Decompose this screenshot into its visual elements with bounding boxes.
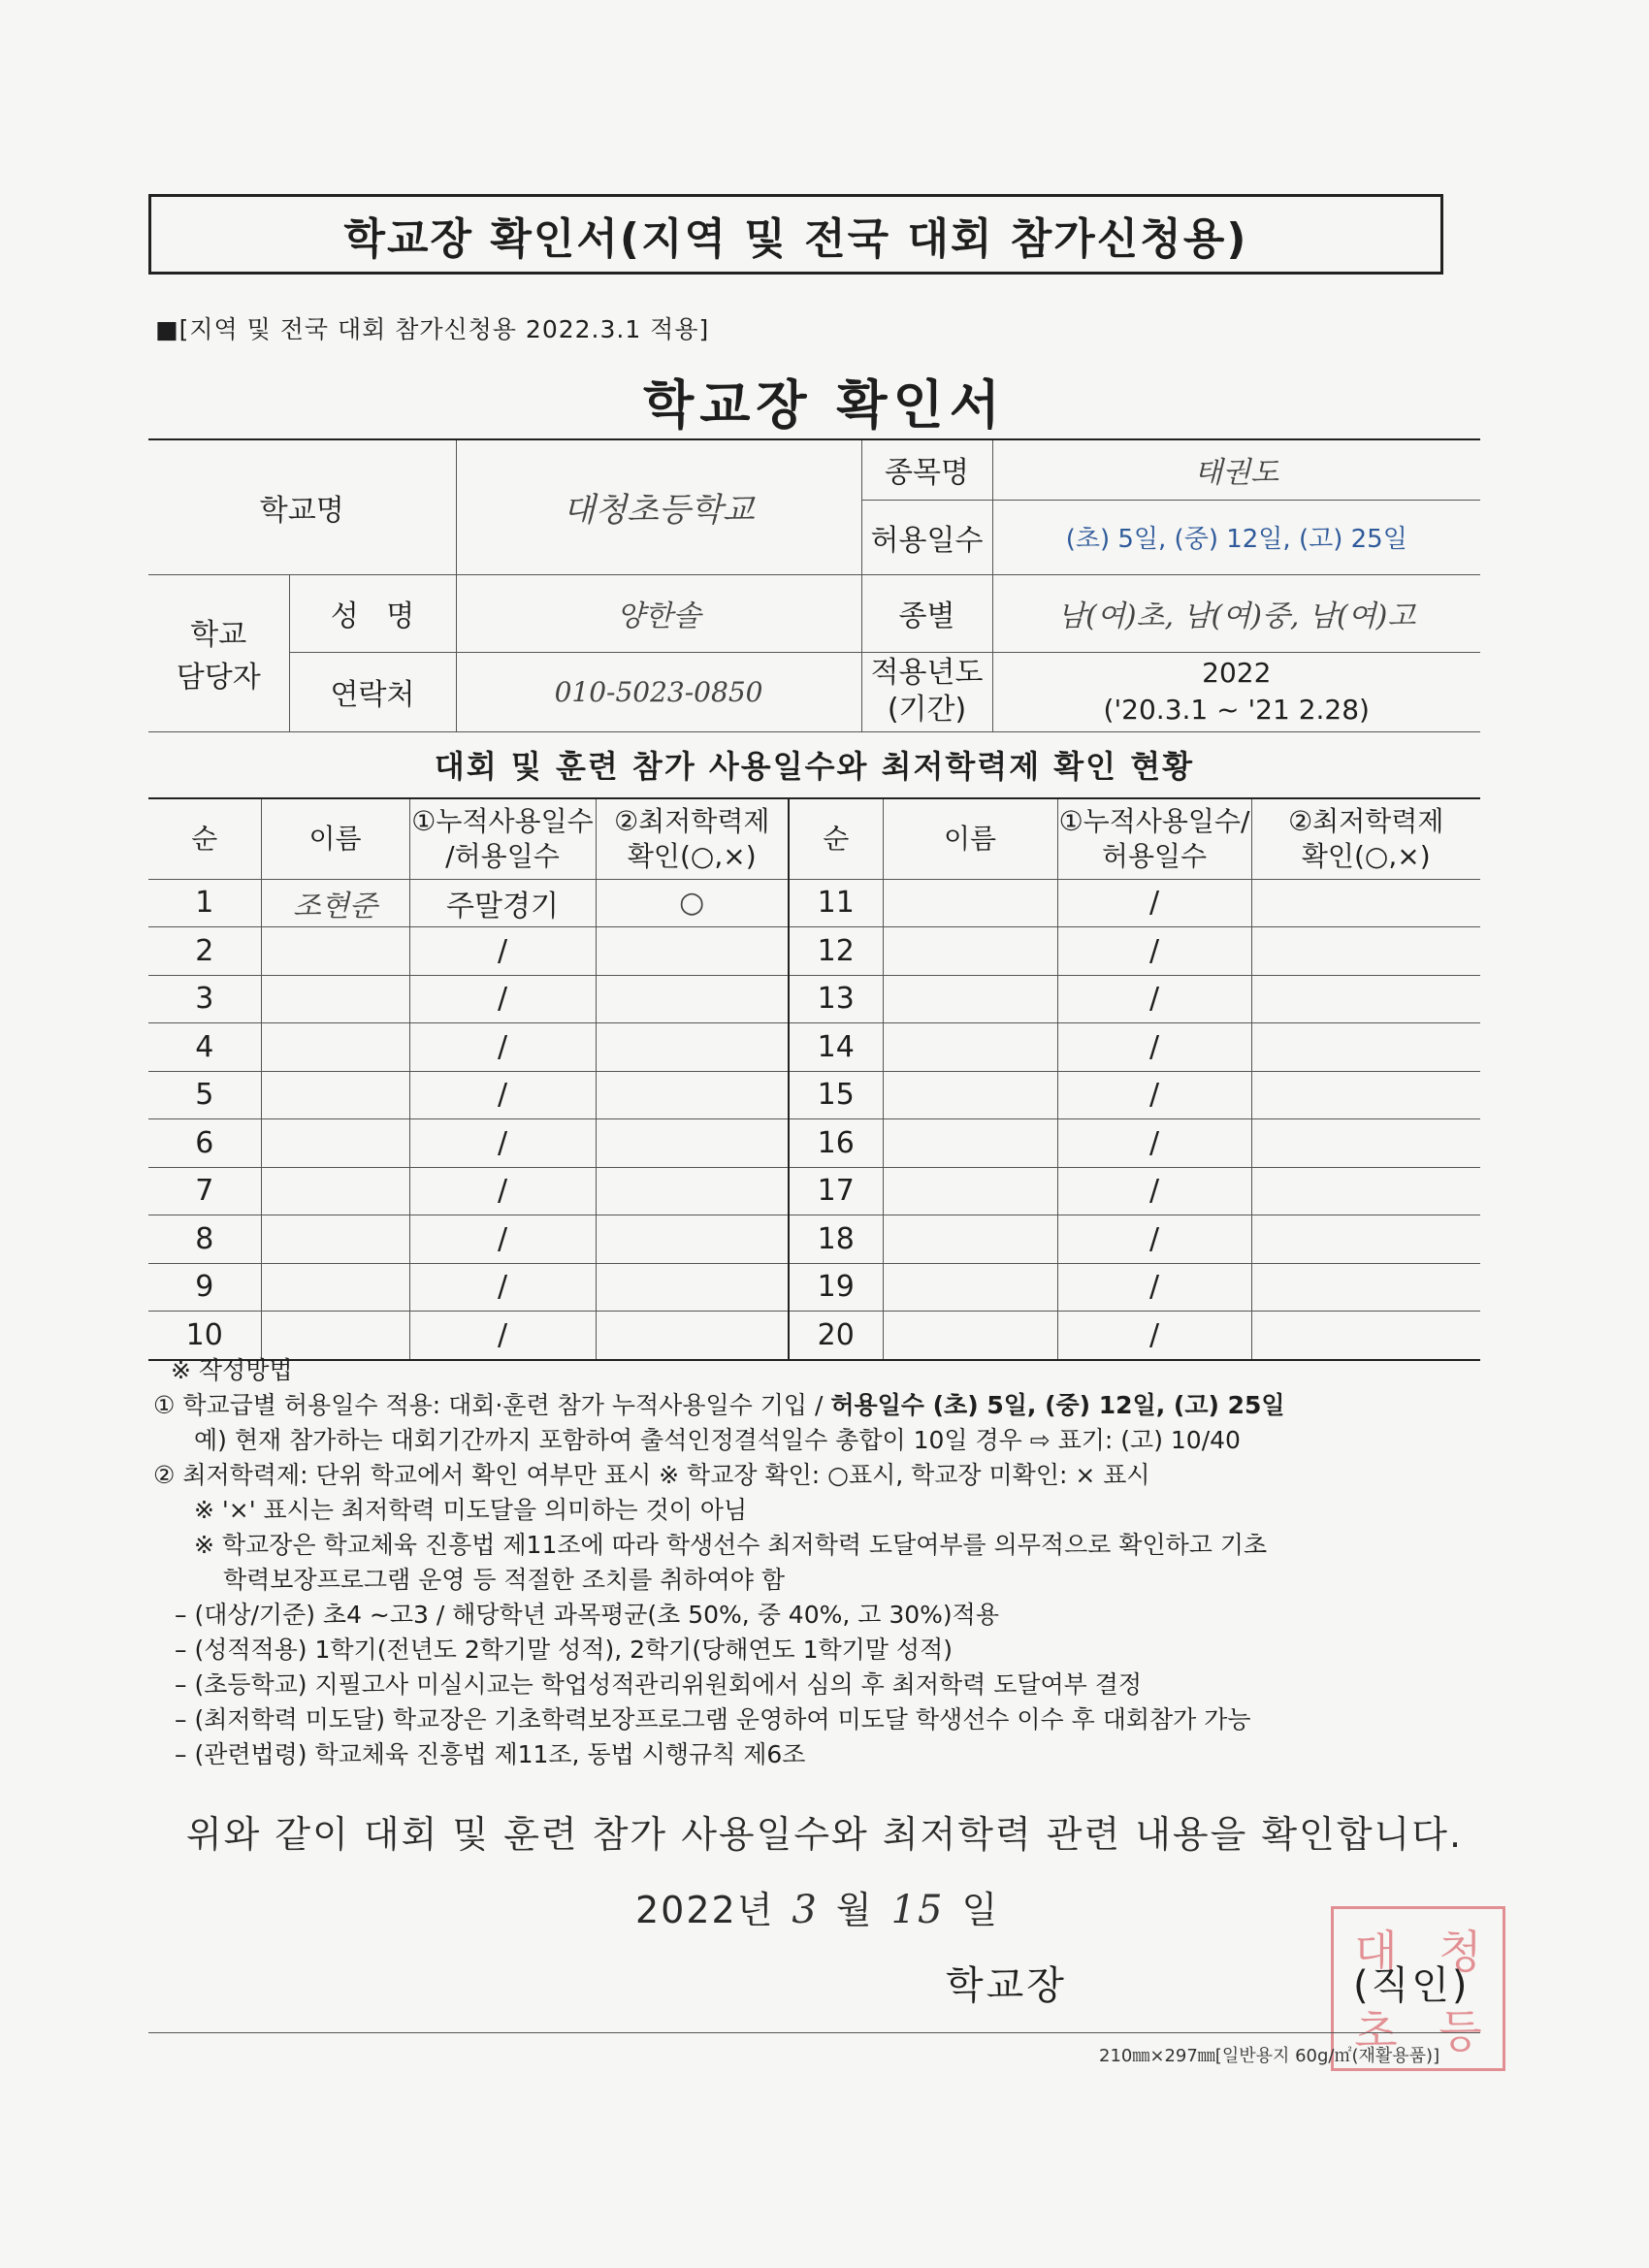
footer-divider xyxy=(148,2032,1480,2033)
row-days: 주말경기 xyxy=(409,879,596,927)
year-label: 적용년도 (기간) xyxy=(861,652,992,731)
row-name xyxy=(261,1119,409,1168)
table-row xyxy=(148,1023,1480,1072)
detail-5: – (관련법령) 학교체육 진흥법 제11조, 동법 시행규칙 제6조 xyxy=(175,1740,806,1768)
row-check xyxy=(1251,1312,1480,1360)
name-value: 양한솔 xyxy=(456,574,861,652)
row-check xyxy=(596,927,789,976)
row-name xyxy=(261,1023,409,1072)
table-row xyxy=(148,1263,1480,1312)
row-days: / xyxy=(409,975,596,1023)
roster-heading: 대회 및 훈련 참가 사용일수와 최저학력제 확인 현황 xyxy=(434,748,1195,785)
row-no: 16 xyxy=(789,1119,883,1168)
name-label: 성 명 xyxy=(289,574,456,652)
detail-3: – (초등학교) 지필고사 미실시교는 학업성적관리위원회에서 심의 후 최저학력 도달여부 결정 xyxy=(175,1670,1143,1699)
row-no: 7 xyxy=(148,1167,261,1215)
row-name xyxy=(883,1071,1057,1119)
row-name xyxy=(261,1215,409,1264)
row-check xyxy=(596,975,789,1023)
row-check xyxy=(596,1071,789,1119)
row-check xyxy=(596,1119,789,1168)
row-no: 2 xyxy=(148,927,261,976)
row-name xyxy=(261,975,409,1023)
main-title: 학교장 확인서 xyxy=(643,374,1006,436)
row-name xyxy=(883,1167,1057,1215)
row-days: / xyxy=(409,1167,596,1215)
table-row xyxy=(148,1215,1480,1264)
header-name-right: 이름 xyxy=(883,798,1057,879)
header-no: 순 xyxy=(148,798,261,879)
table-row xyxy=(148,1167,1480,1215)
row-days: / xyxy=(1057,1071,1251,1119)
row-name xyxy=(883,1263,1057,1312)
table-row xyxy=(148,1119,1480,1168)
row-name xyxy=(883,975,1057,1023)
allowed-days-value: (초) 5일, (중) 12일, (고) 25일 xyxy=(992,500,1480,574)
row-no: 11 xyxy=(789,879,883,927)
table-row xyxy=(148,1312,1480,1360)
detail-1: – (대상/기준) 초4 ~고3 / 해당학년 과목평균(초 50%, 중 40%, 고 30%)적용 xyxy=(175,1601,999,1629)
row-no: 18 xyxy=(789,1215,883,1264)
row-name xyxy=(261,1167,409,1215)
row-days: / xyxy=(1057,1119,1251,1168)
row-name xyxy=(261,1312,409,1360)
row-no: 5 xyxy=(148,1071,261,1119)
row-name xyxy=(261,1263,409,1312)
row-check xyxy=(1251,927,1480,976)
row-no: 9 xyxy=(148,1263,261,1312)
row-name xyxy=(261,1071,409,1119)
row-check xyxy=(1251,1263,1480,1312)
row-name xyxy=(883,879,1057,927)
banner-title: 학교장 확인서(지역 및 전국 대회 참가신청용) xyxy=(148,194,1443,275)
row-days: / xyxy=(409,1312,596,1360)
note-1: ① 학교급별 허용일수 적용: 대회·훈련 참가 누적사용일수 기입 / 허용일수 (초) 5일, (중) 12일, (고) 25일 xyxy=(153,1391,1285,1419)
note-2-sub-2-cont: 학력보장프로그램 운영 등 적절한 조치를 취하여야 함 xyxy=(223,1566,785,1594)
row-days: / xyxy=(409,1119,596,1168)
table-row xyxy=(148,975,1480,1023)
row-name xyxy=(883,1215,1057,1264)
note-2: ② 최저학력제: 단위 학교에서 확인 여부만 표시 ※ 학교장 확인: ○표시, 학교장 미확인: × 표시 xyxy=(153,1461,1150,1489)
row-no: 3 xyxy=(148,975,261,1023)
row-no: 19 xyxy=(789,1263,883,1312)
header-no-right: 순 xyxy=(789,798,883,879)
row-no: 8 xyxy=(148,1215,261,1264)
row-check: ○ xyxy=(596,879,789,927)
row-no: 14 xyxy=(789,1023,883,1072)
row-check xyxy=(1251,1119,1480,1168)
row-no: 6 xyxy=(148,1119,261,1168)
row-check xyxy=(1251,1215,1480,1264)
header-days-right: ①누적사용일수/ 허용일수 xyxy=(1057,798,1251,879)
category-label: 종별 xyxy=(861,574,992,652)
issue-date: 2022년 3 월 15 일 xyxy=(635,1888,1000,1932)
row-no: 4 xyxy=(148,1023,261,1072)
row-check xyxy=(596,1167,789,1215)
note-1-example: 예) 현재 참가하는 대회기간까지 포함하여 출석인정결석일수 총합이 10일 경우 ⇨ 표기: (고) 10/40 xyxy=(194,1426,1241,1454)
row-name xyxy=(883,1119,1057,1168)
row-days: / xyxy=(409,1071,596,1119)
principal-label: 학교장 xyxy=(946,1963,1067,2008)
school-label: 학교명 xyxy=(148,439,456,574)
row-days: / xyxy=(409,927,596,976)
row-check xyxy=(1251,1167,1480,1215)
row-check xyxy=(596,1215,789,1264)
sport-label: 종목명 xyxy=(861,439,992,500)
row-name xyxy=(883,927,1057,976)
row-check xyxy=(1251,975,1480,1023)
row-days: / xyxy=(1057,975,1251,1023)
row-days: / xyxy=(1057,1167,1251,1215)
table-row xyxy=(148,879,1480,927)
row-days: / xyxy=(1057,1263,1251,1312)
row-check xyxy=(1251,1071,1480,1119)
phone-label: 연락처 xyxy=(289,652,456,731)
row-name xyxy=(261,927,409,976)
row-days: / xyxy=(1057,1023,1251,1072)
row-name xyxy=(883,1312,1057,1360)
row-check xyxy=(596,1312,789,1360)
header-days: ①누적사용일수 /허용일수 xyxy=(409,798,596,879)
row-days: / xyxy=(409,1263,596,1312)
row-no: 12 xyxy=(789,927,883,976)
table-row xyxy=(148,1071,1480,1119)
seal-label: (직인) xyxy=(1353,1963,1471,2008)
notes-heading: ※ 작성방법 xyxy=(171,1356,293,1384)
instructions xyxy=(153,1353,1502,1772)
row-check xyxy=(1251,879,1480,927)
row-days: / xyxy=(1057,1312,1251,1360)
header-check-right: ②최저학력제 확인(○,×) xyxy=(1251,798,1480,879)
row-days: / xyxy=(1057,927,1251,976)
confirmation-statement: 위와 같이 대회 및 훈련 참가 사용일수와 최저학력 관련 내용을 확인합니다. xyxy=(185,1813,1464,1856)
row-check xyxy=(596,1263,789,1312)
table-row xyxy=(148,927,1480,976)
info-table xyxy=(148,438,1480,732)
note-2-sub-1: ※ '×' 표시는 최저학력 미도달을 의미하는 것이 아님 xyxy=(194,1496,748,1524)
row-name: 조현준 xyxy=(261,879,409,927)
row-days: / xyxy=(1057,1215,1251,1264)
row-check xyxy=(1251,1023,1480,1072)
row-days: / xyxy=(1057,879,1251,927)
detail-4: – (최저학력 미도달) 학교장은 기초학력보장프로그램 운영하여 미도달 학생선수 이수 후 대회참가 가능 xyxy=(175,1705,1251,1733)
row-name xyxy=(883,1023,1057,1072)
contact-person-label: 학교 담당자 xyxy=(148,574,289,731)
row-no: 15 xyxy=(789,1071,883,1119)
year-value: 2022 ('20.3.1 ~ '21 2.28) xyxy=(992,652,1480,731)
allowed-days-label: 허용일수 xyxy=(861,500,992,574)
paper-spec-footer: 210㎜×297㎜[일반용지 60g/㎡(재활용품)] xyxy=(1099,2046,1440,2066)
row-no: 1 xyxy=(148,879,261,927)
header-check: ②최저학력제 확인(○,×) xyxy=(596,798,789,879)
row-check xyxy=(596,1023,789,1072)
phone-value: 010-5023-0850 xyxy=(456,652,861,731)
header-name: 이름 xyxy=(261,798,409,879)
form-subnote: ■[지역 및 전국 대회 참가신청용 2022.3.1 적용] xyxy=(155,315,710,343)
sport-value: 태권도 xyxy=(992,439,1480,500)
roster-table xyxy=(148,797,1480,1361)
row-no: 10 xyxy=(148,1312,261,1360)
school-value: 대청초등학교 xyxy=(456,439,861,574)
row-days: / xyxy=(409,1023,596,1072)
row-days: / xyxy=(409,1215,596,1264)
category-value: 남(여)초, 남(여)중, 남(여)고 xyxy=(992,574,1480,652)
row-no: 17 xyxy=(789,1167,883,1215)
detail-2: – (성적적용) 1학기(전년도 2학기말 성적), 2학기(당해연도 1학기말 성적) xyxy=(175,1636,953,1664)
row-no: 20 xyxy=(789,1312,883,1360)
official-seal: 대 청 초 등 xyxy=(1331,1906,1505,2071)
note-2-sub-2: ※ 학교장은 학교체육 진흥법 제11조에 따라 학생선수 최저학력 도달여부를 의무적으로 확인하고 기초 xyxy=(194,1531,1268,1559)
row-no: 13 xyxy=(789,975,883,1023)
